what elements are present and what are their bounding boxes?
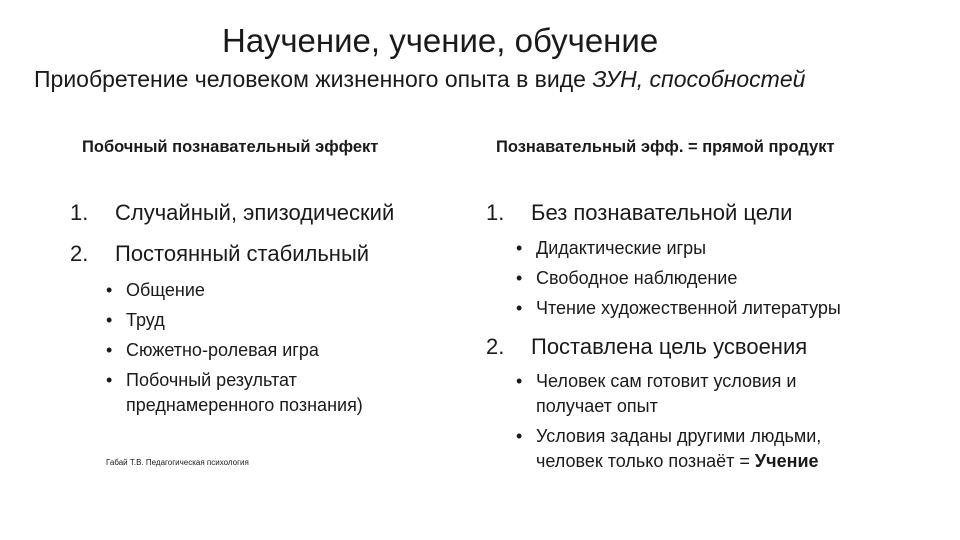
left-numbered-item-1	[70, 200, 394, 226]
list-item-text: Человек сам готовит условия и	[536, 371, 797, 391]
right-bullet-list-1	[516, 236, 936, 321]
slide-title: Научение, учение, обучение	[222, 22, 659, 59]
subtitle-plain: Приобретение человеком жизненного опыта в виде	[34, 66, 593, 92]
slide-subtitle	[34, 66, 805, 93]
list-item-text: Чтение художественной литературы	[536, 298, 841, 318]
list-item-continuation: получает опыт	[536, 396, 658, 416]
right-numbered-item-2	[486, 334, 807, 360]
right-column-heading: Познавательный эфф. = прямой продукт	[496, 138, 835, 156]
right-numbered-item-1	[486, 200, 792, 226]
item-text: Постоянный стабильный	[115, 241, 370, 266]
list-item	[516, 266, 936, 291]
item-text: Случайный, эпизодический	[115, 200, 395, 225]
list-item-continuation: преднамеренного познания)	[126, 395, 363, 415]
emphasized-term: Учение	[754, 451, 819, 471]
source-credit: Габай Т.В. Педагогическая психология	[106, 458, 249, 467]
list-item-text: Свободное наблюдение	[536, 268, 738, 288]
list-item-text: Дидактические игры	[536, 238, 707, 258]
subtitle-italic: ЗУН, способностей	[592, 66, 806, 92]
right-bullet-list-2	[516, 369, 936, 474]
left-column-heading: Побочный познавательный эффект	[82, 138, 379, 156]
list-item	[516, 296, 936, 321]
left-numbered-item-2	[70, 241, 369, 267]
list-item-continuation: человек только познаёт =	[536, 451, 755, 471]
list-item	[516, 369, 936, 419]
item-number: 2.	[70, 241, 89, 266]
item-text: Поставлена цель усвоения	[531, 334, 808, 359]
list-item-text: Условия заданы другими людьми,	[536, 426, 822, 446]
list-item	[106, 338, 466, 363]
item-number: 1.	[70, 200, 89, 225]
list-item-text: Побочный результат	[126, 370, 297, 390]
list-item	[516, 424, 936, 474]
item-number: 1.	[486, 200, 505, 225]
list-item-text: Сюжетно-ролевая игра	[126, 340, 319, 360]
list-item	[106, 368, 466, 418]
item-text: Без познавательной цели	[531, 200, 793, 225]
list-item	[516, 236, 936, 261]
list-item-text: Общение	[126, 280, 205, 300]
list-item-text: Труд	[126, 310, 165, 330]
list-item	[106, 308, 466, 333]
list-item	[106, 278, 466, 303]
item-number: 2.	[486, 334, 505, 359]
left-bullet-list	[106, 278, 466, 418]
